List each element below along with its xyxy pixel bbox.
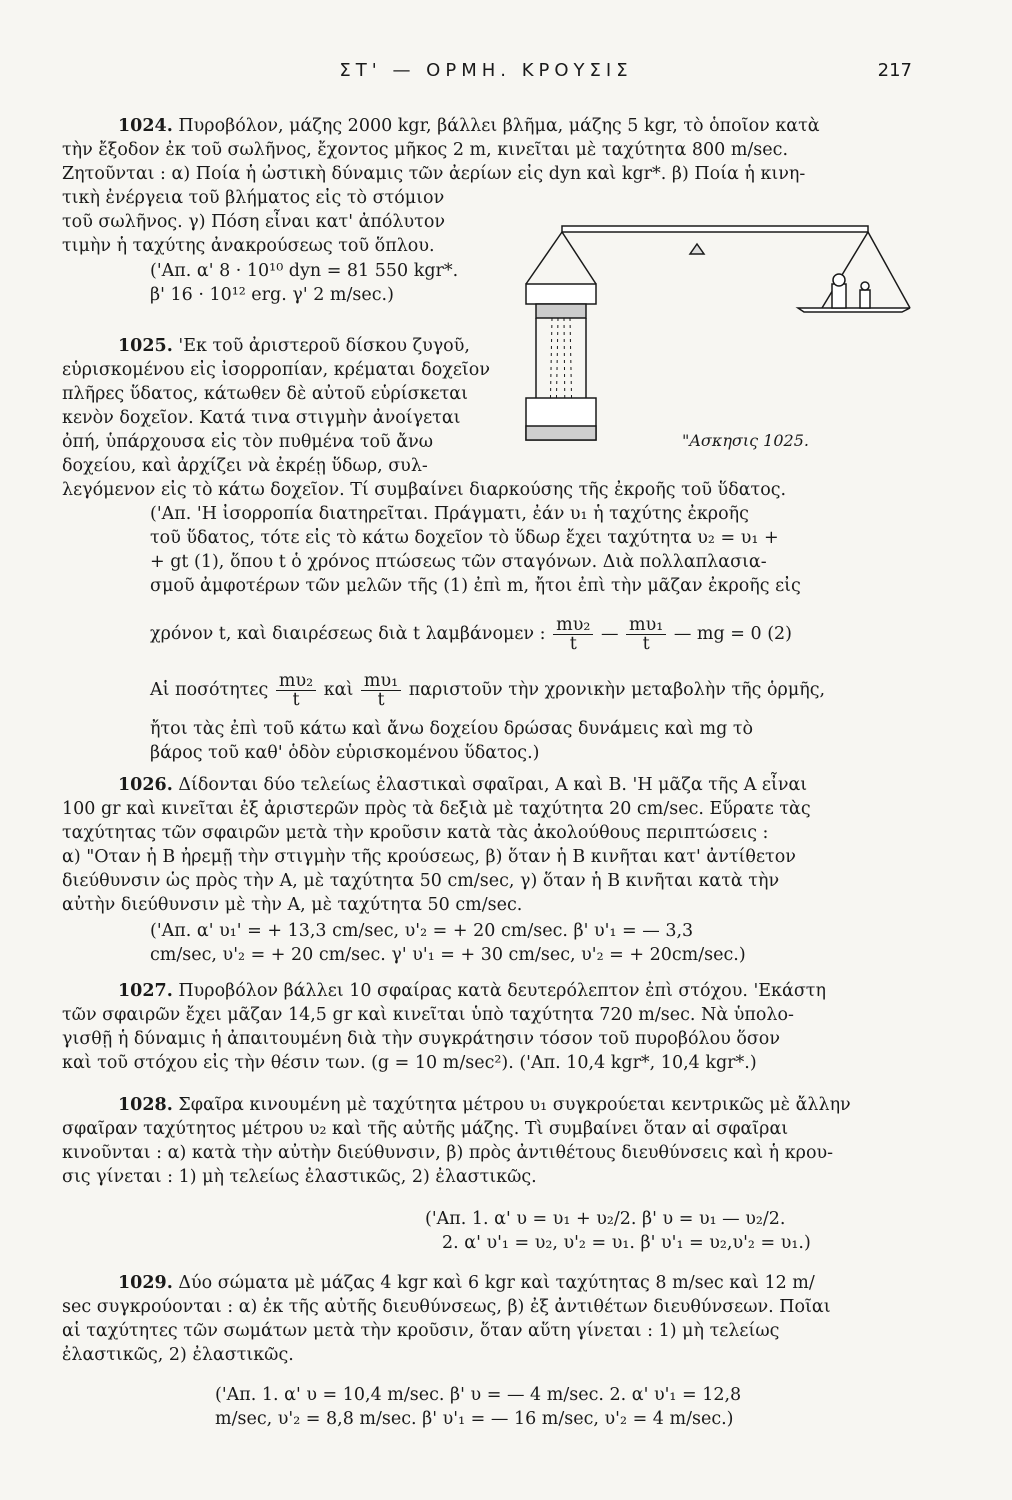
balance-beam bbox=[562, 226, 868, 232]
running-header bbox=[60, 60, 912, 88]
figure-caption: "Ασκησις 1025. bbox=[682, 431, 809, 450]
fulcrum-icon bbox=[690, 244, 704, 254]
chapter-title: ΣΤ' — ΟΡΜΗ. ΚΡΟΥΣΙΣ bbox=[339, 60, 633, 81]
page-number: 217 bbox=[877, 60, 912, 81]
exercise-number: 1024. bbox=[118, 116, 173, 136]
upper-container bbox=[526, 284, 596, 304]
equation-2: χρόνον t, καὶ διαιρέσεως διὰ t λαμβάνομεν : $\frac{\text{mυ₂}}{t}$ — $\frac{\text{mυ₁}}{t}$ — mg = 0 (2) bbox=[150, 615, 792, 654]
exercise-number: 1027. bbox=[118, 981, 173, 1001]
right-pan bbox=[798, 308, 910, 312]
quantities-line: Αἱ ποσότητες $\frac{\text{mυ₂}}{t}$ καὶ $\frac{\text{mυ₁}}{t}$ παριστοῦν τὴν χρονικὴν μεταβολὴν τῆς ὁρμῆς, bbox=[150, 671, 826, 710]
exercise-number: 1026. bbox=[118, 775, 173, 795]
exercise-number: 1029. bbox=[118, 1273, 173, 1293]
balance-figure bbox=[522, 222, 914, 452]
exercise-number: 1025. bbox=[118, 336, 173, 356]
weight-icon bbox=[832, 284, 846, 308]
exercise-number: 1028. bbox=[118, 1095, 173, 1115]
book-page: ΣΤ' — ΟΡΜΗ. ΚΡΟΥΣΙΣ 217 1024. Πυροβόλον, μάζης 2000 kgr, βάλλει βλῆμα, μάζης 5 kgr, τὸ ὁποῖον κατὰ τὴν ἔξοδον ἐκ τοῦ σωλῆνος, ἔχοντος μῆκος 2 m, κινεῖται μὲ ταχύτητα 800 m/sec. Ζητοῦνται : α) Ποία ἡ ὠστικὴ δύναμις τῶν ἀερίων εἰς dyn καὶ kgr*. β) Ποία ἡ κινη- τικὴ ἐνέργεια τοῦ βλήματος εἰς τὸ στόμιον τοῦ σωλῆνος. γ) Πόση εἶναι κατ' ἀπόλυτον τιμὴν ἡ ταχύτης ἀνακρούσεως τοῦ ὅπλου. ('Απ. α' 8 · 10¹⁰ dyn = 81 550 kgr*. β' 16 · 10¹² erg. γ' 2 m/sec.) "Ασκησις 1025. 1025. 'Εκ τοῦ ἀριστεροῦ δίσκου ζυγοῦ, εὑρισκομένου εἰς ἰσορροπίαν, κρέμαται δοχεῖον πλῆρες ὕδατος, κάτωθεν δὲ αὐτοῦ εὑρίσκεται κενὸν δοχεῖον. Κατά τινα στιγμὴν ἀνοίγεται ὀπή, ὑπάρχουσα εἰς τὸν πυθμένα τοῦ ἄνω δοχείου, καὶ ἀρχίζει νὰ ἐκρέῃ ὕδωρ, συλ- λεγόμενον εἰς τὸ κάτω δοχεῖον. Τί συμβαίνει διαρκούσης τῆς ἐκροῆς τοῦ ὕδατος. ('Απ. 'Η ἰσορροπία διατηρεῖται. Πράγματι, ἐάν υ₁ ἡ ταχύτης ἐκροῆς τοῦ ὕδατος, τότε εἰς τὸ κάτω δοχεῖον τὸ ὕδωρ ἔχει ταχύτητα υ₂ = υ₁ + + gt (1), ὅπου t ὁ χρόνος πτώσεως τῶν σταγόνων. Διὰ πολλαπλασια- σμοῦ ἀμφοτέρων τῶν μελῶν τῆς (1) ἐπὶ m, ἤτοι ἐπὶ τὴν μᾶζαν ἐκροῆς εἰς χρόνον t, καὶ διαιρέσεως διὰ t λαμβάνομεν : $\frac{\text{mυ₂}}{t}$ — $\frac{\text{mυ₁}}{t}$ — mg = 0 (2) Αἱ ποσότητες $\frac{\text{mυ₂}}{t}$ καὶ $\frac{\text{mυ₁}}{t}$ παριστοῦν τὴν χρονικὴν μεταβολὴν τῆς ὁρμῆς, ἤτοι τὰς ἐπὶ τοῦ κάτω καὶ ἄνω δοχείου δρώσας δυνάμεις καὶ mg τὸ βάρος τοῦ καθ' ὁδὸν εὑρισκομένου ὕδατος.) 1026. Δίδονται δύο τελείως ἐλαστικαὶ σφαῖραι, Α καὶ Β. 'Η μᾶζα τῆς Α εἶναι 100 gr καὶ κινεῖται ἐξ ἀριστερῶν πρὸς τὰ δεξιὰ μὲ ταχύτητα 20 cm/sec. Εὕρατε τὰς ταχύτητας τῶν σφαιρῶν μετὰ τὴν κροῦσιν κατὰ τὰς ἀκολούθους περιπτώσεις : α) "Οταν ἡ Β ἠρεμῇ τὴν στιγμὴν τῆς κρούσεως, β) ὅταν ἡ Β κινῆται κατ' ἀντίθετον διεύθυνσιν ὡς πρὸς τὴν Α, μὲ ταχύτητα 50 cm/sec, γ) ὅταν ἡ Β κινῆται κατὰ τὴν αὐτὴν διεύθυνσιν μὲ τὴν Α, μὲ ταχύτητα 50 cm/sec. ('Απ. α' υ₁' = + 13,3 cm/sec, υ'₂ = + 20 cm/sec. β' υ'₁ = — 3,3 cm/sec, υ'₂ = + 20 cm/sec. γ' υ'₁ = + 30 cm/sec, υ'₂ = + 20cm/sec.) 1027. Πυροβόλον βάλλει 10 σφαίρας κατὰ δευτερόλεπτον ἐπὶ στόχου. 'Εκάστη τῶν σφαιρῶν ἔχει μᾶζαν 14,5 gr καὶ κινεῖται ὑπὸ ταχύτητα 720 m/sec. Νὰ ὑπολο- γισθῇ ἡ δύναμις ἡ ἀπαιτουμένη διὰ τὴν συγκράτησιν τόσον τοῦ πυροβόλου ὅσον καὶ τοῦ στόχου εἰς τὴν θέσιν των. (g = 10 m/sec²). ('Απ. 10,4 kgr*, 10,4 kgr*.) 1028. Σφαῖρα κινουμένη μὲ ταχύτητα μέτρου υ₁ συγκρούεται κεντρικῶς μὲ ἄλλην σφαῖραν ταχύτητος μέτρου υ₂ καὶ τῆς αὐτῆς μάζης. Τὶ συμβαίνει ὅταν αἱ σφαῖραι κινοῦνται : α) κατὰ τὴν αὐτὴν διεύθυνσιν, β) πρὸς ἀντιθέτους διευθύνσεις καὶ ἡ κρου- σις γίνεται : 1) μὴ τελείως ἐλαστικῶς, 2) ἐλαστικῶς. ('Απ. 1. α' υ = υ₁ + υ₂/2. β' υ = υ₁ — υ₂/2. 2. α' υ'₁ = υ₂, υ'₂ = υ₁. β' υ'₁ = υ₂,υ'₂ = υ₁.) 1029. Δύο σώματα μὲ μάζας 4 kgr καὶ 6 kgr καὶ ταχύτητας 8 m/sec καὶ 12 m/ sec συγκρούονται : α) ἐκ τῆς αὐτῆς διευθύνσεως, β) ἐξ ἀντιθέτων διευθύνσεων. Ποῖαι αἱ ταχύτητες τῶν σωμάτων μετὰ τὴν κροῦσιν, ὅταν αὕτη γίνεται : 1) μὴ τελείως ἐλαστικῶς, 2) ἐλαστικῶς. ('Απ. 1. α' υ = 10,4 m/sec. β' υ = — 4 m/sec. 2. α' υ'₁ = 12,8 m/sec, υ'₂ = 8,8 m/sec. β' υ'₁ = — 16 m/sec, υ'₂ = 4 m/sec.) bbox=[62, 60, 912, 1429]
